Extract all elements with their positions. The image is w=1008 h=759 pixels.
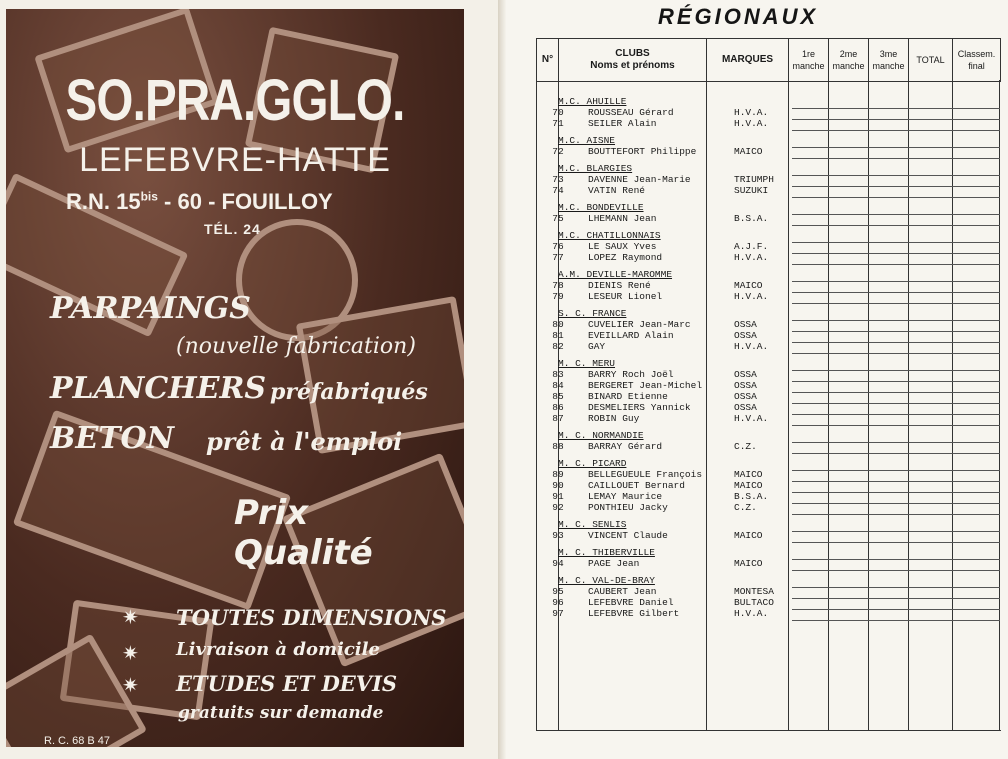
rider-number: 85 bbox=[552, 391, 564, 402]
rider-name: GAY bbox=[588, 341, 606, 352]
owner-name: LEFEBVRE-HATTE bbox=[79, 141, 391, 179]
rider-number: 71 bbox=[552, 118, 564, 129]
rider-row bbox=[536, 291, 1000, 303]
rider-brand: C.Z. bbox=[734, 502, 757, 513]
row-rule bbox=[792, 158, 1000, 159]
rider-row bbox=[536, 341, 1000, 353]
rider-brand: C.Z. bbox=[734, 441, 757, 452]
feature-livraison: Livraison à domicile bbox=[176, 639, 380, 660]
product-planchers-note: préfabriqués bbox=[270, 379, 428, 405]
rider-number: 90 bbox=[552, 480, 564, 491]
rider-number: 95 bbox=[552, 586, 564, 597]
rider-brand: MAICO bbox=[734, 480, 763, 491]
advertisement bbox=[6, 9, 464, 747]
rider-brand: MAICO bbox=[734, 146, 763, 157]
star-icon: ✷ bbox=[122, 607, 139, 629]
rider-name: LE SAUX Yves bbox=[588, 241, 657, 252]
row-rule bbox=[792, 353, 1000, 354]
row-rule bbox=[792, 303, 1000, 304]
product-planchers: PLANCHERS bbox=[50, 371, 267, 406]
rider-number: 92 bbox=[552, 502, 564, 513]
rider-row bbox=[536, 608, 1000, 620]
company-name: SO.PRA.GGLO. bbox=[65, 68, 405, 133]
page-title: RÉGIONAUX bbox=[658, 4, 819, 29]
rider-number: 80 bbox=[552, 319, 564, 330]
rider-number: 89 bbox=[552, 469, 564, 480]
rider-row bbox=[536, 558, 1000, 570]
address bbox=[66, 189, 333, 215]
route-suffix: - 60 - FOUILLOY bbox=[157, 189, 333, 214]
rider-number: 84 bbox=[552, 380, 564, 391]
club-name: M.C. CHATILLONNAIS bbox=[558, 230, 661, 241]
club-name: M.C. BONDEVILLE bbox=[558, 202, 644, 213]
row-rule bbox=[792, 542, 1000, 543]
rider-name: BINARD Etienne bbox=[588, 391, 668, 402]
rider-name: DIENIS René bbox=[588, 280, 651, 291]
rider-brand: H.V.A. bbox=[734, 608, 769, 619]
rider-row bbox=[536, 441, 1000, 453]
rider-name: LESEUR Lionel bbox=[588, 291, 663, 302]
header-clubs-label: CLUBS bbox=[615, 48, 650, 59]
row-rule bbox=[792, 570, 1000, 571]
telephone: TÉL. 24 bbox=[204, 221, 261, 237]
right-page bbox=[506, 0, 1008, 759]
rider-brand: MONTESA bbox=[734, 586, 774, 597]
header-round1: 1re manche bbox=[789, 39, 829, 82]
club-name: M. C. VAL-DE-BRAY bbox=[558, 575, 655, 586]
left-page bbox=[0, 0, 500, 759]
star-icon: ✷ bbox=[122, 675, 139, 697]
rider-number: 79 bbox=[552, 291, 564, 302]
rider-brand: B.S.A. bbox=[734, 213, 769, 224]
row-rule bbox=[792, 197, 1000, 198]
rider-number: 93 bbox=[552, 530, 564, 541]
rider-number: 91 bbox=[552, 491, 564, 502]
rider-name: VINCENT Claude bbox=[588, 530, 668, 541]
rider-name: LOPEZ Raymond bbox=[588, 252, 663, 263]
rider-brand: MAICO bbox=[734, 469, 763, 480]
rider-number: 76 bbox=[552, 241, 564, 252]
rider-brand: H.V.A. bbox=[734, 413, 769, 424]
rider-number: 97 bbox=[552, 608, 564, 619]
registration-number: R. C. 68 B 47 bbox=[44, 735, 111, 747]
rider-row bbox=[536, 502, 1000, 514]
feature-etudes-note: gratuits sur demande bbox=[178, 703, 384, 723]
product-beton: BETON bbox=[50, 421, 175, 456]
club-name: M. C. MERU bbox=[558, 358, 616, 369]
rider-name: BERGERET Jean-Michel bbox=[588, 380, 703, 391]
rider-number: 94 bbox=[552, 558, 564, 569]
club-name: M.C. AISNE bbox=[558, 135, 616, 146]
rider-name: BARRY Roch Joël bbox=[588, 369, 674, 380]
rider-name: ROBIN Guy bbox=[588, 413, 640, 424]
rider-number: 88 bbox=[552, 441, 564, 452]
club-name: S. C. FRANCE bbox=[558, 308, 627, 319]
route-sup: bis bbox=[140, 189, 158, 204]
club-name: M. C. THIBERVILLE bbox=[558, 547, 655, 558]
rider-number: 75 bbox=[552, 213, 564, 224]
rider-name: BELLEGUEULE François bbox=[588, 469, 703, 480]
rider-name: BARRAY Gérard bbox=[588, 441, 663, 452]
rider-row bbox=[536, 118, 1000, 130]
rider-row bbox=[536, 213, 1000, 225]
rider-name: CAILLOUET Bernard bbox=[588, 480, 685, 491]
rider-brand: H.V.A. bbox=[734, 118, 769, 129]
club-name: M.C. BLARGIES bbox=[558, 163, 633, 174]
star-icon: ✷ bbox=[122, 643, 139, 665]
rider-brand: BULTACO bbox=[734, 597, 774, 608]
rider-number: 83 bbox=[552, 369, 564, 380]
row-rule bbox=[792, 264, 1000, 265]
rider-brand: MAICO bbox=[734, 530, 763, 541]
rider-name: EVEILLARD Alain bbox=[588, 330, 674, 341]
rider-name: SEILER Alain bbox=[588, 118, 657, 129]
rider-brand: OSSA bbox=[734, 380, 757, 391]
header-round2: 2me manche bbox=[829, 39, 869, 82]
rider-brand: H.V.A. bbox=[734, 291, 769, 302]
row-rule bbox=[792, 514, 1000, 515]
club-name: M.C. AHUILLE bbox=[558, 96, 627, 107]
rider-brand: MAICO bbox=[734, 280, 763, 291]
feature-etudes: ETUDES ET DEVIS bbox=[176, 671, 398, 696]
rider-number: 73 bbox=[552, 174, 564, 185]
rider-row bbox=[536, 252, 1000, 264]
page-fold bbox=[498, 0, 506, 759]
rider-name: CUVELIER Jean-Marc bbox=[588, 319, 691, 330]
rider-brand: MAICO bbox=[734, 558, 763, 569]
rider-row bbox=[536, 185, 1000, 197]
rider-number: 86 bbox=[552, 402, 564, 413]
row-rule bbox=[792, 453, 1000, 454]
rider-name: LEFEBVRE Daniel bbox=[588, 597, 674, 608]
slogan-qualite: Qualité bbox=[234, 533, 373, 573]
rider-brand: H.V.A. bbox=[734, 341, 769, 352]
rider-row bbox=[536, 146, 1000, 158]
rider-brand: OSSA bbox=[734, 391, 757, 402]
club-name: M. C. NORMANDIE bbox=[558, 430, 644, 441]
rider-number: 72 bbox=[552, 146, 564, 157]
rider-brand: OSSA bbox=[734, 319, 757, 330]
row-rule bbox=[792, 620, 1000, 621]
rider-number: 74 bbox=[552, 185, 564, 196]
rider-name: ROUSSEAU Gérard bbox=[588, 107, 674, 118]
route-prefix: R.N. 15 bbox=[66, 189, 141, 214]
rider-name: DESMELIERS Yannick bbox=[588, 402, 691, 413]
product-beton-note: prêt à l'emploi bbox=[206, 427, 403, 456]
rider-brand: OSSA bbox=[734, 402, 757, 413]
rider-brand: H.V.A. bbox=[734, 107, 769, 118]
club-name: M. C. SENLIS bbox=[558, 519, 627, 530]
rider-brand: OSSA bbox=[734, 330, 757, 341]
rider-brand: B.S.A. bbox=[734, 491, 769, 502]
rider-number: 96 bbox=[552, 597, 564, 608]
product-parpaings: PARPAINGS bbox=[50, 291, 251, 326]
rider-name: LHEMANN Jean bbox=[588, 213, 657, 224]
header-round3: 3me manche bbox=[869, 39, 909, 82]
rider-name: BOUTTEFORT Philippe bbox=[588, 146, 697, 157]
feature-dimensions: TOUTES DIMENSIONS bbox=[176, 605, 447, 630]
header-final: Classem. final bbox=[953, 39, 1001, 82]
rider-name: LEFEBVRE Gilbert bbox=[588, 608, 680, 619]
row-rule bbox=[792, 225, 1000, 226]
rider-row bbox=[536, 413, 1000, 425]
results-header bbox=[536, 38, 1001, 82]
rider-number: 78 bbox=[552, 280, 564, 291]
rider-name: DAVENNE Jean-Marie bbox=[588, 174, 691, 185]
rider-number: 77 bbox=[552, 252, 564, 263]
product-parpaings-note: (nouvelle fabrication) bbox=[176, 334, 416, 359]
slogan-prix: Prix bbox=[234, 493, 309, 533]
rider-number: 81 bbox=[552, 330, 564, 341]
rider-name: PAGE Jean bbox=[588, 558, 640, 569]
row-rule bbox=[792, 130, 1000, 131]
rider-number: 87 bbox=[552, 413, 564, 424]
rider-name: VATIN René bbox=[588, 185, 646, 196]
rider-brand: SUZUKI bbox=[734, 185, 769, 196]
rider-row bbox=[536, 530, 1000, 542]
rider-number: 82 bbox=[552, 341, 564, 352]
header-total: TOTAL bbox=[909, 39, 953, 82]
rider-number: 70 bbox=[552, 107, 564, 118]
club-name: A.M. DEVILLE-MAROMME bbox=[558, 269, 673, 280]
rider-name: CAUBERT Jean bbox=[588, 586, 657, 597]
header-names-label: Noms et prénoms bbox=[590, 60, 675, 71]
row-rule bbox=[792, 425, 1000, 426]
header-number: N° bbox=[537, 39, 559, 82]
header-brand: MARQUES bbox=[707, 39, 789, 82]
rider-brand: A.J.F. bbox=[734, 241, 769, 252]
rider-name: LEMAY Maurice bbox=[588, 491, 663, 502]
rider-brand: TRIUMPH bbox=[734, 174, 774, 185]
club-name: M. C. PICARD bbox=[558, 458, 627, 469]
header-clubs bbox=[559, 39, 707, 82]
rider-brand: OSSA bbox=[734, 369, 757, 380]
rider-name: PONTHIEU Jacky bbox=[588, 502, 668, 513]
rider-brand: H.V.A. bbox=[734, 252, 769, 263]
